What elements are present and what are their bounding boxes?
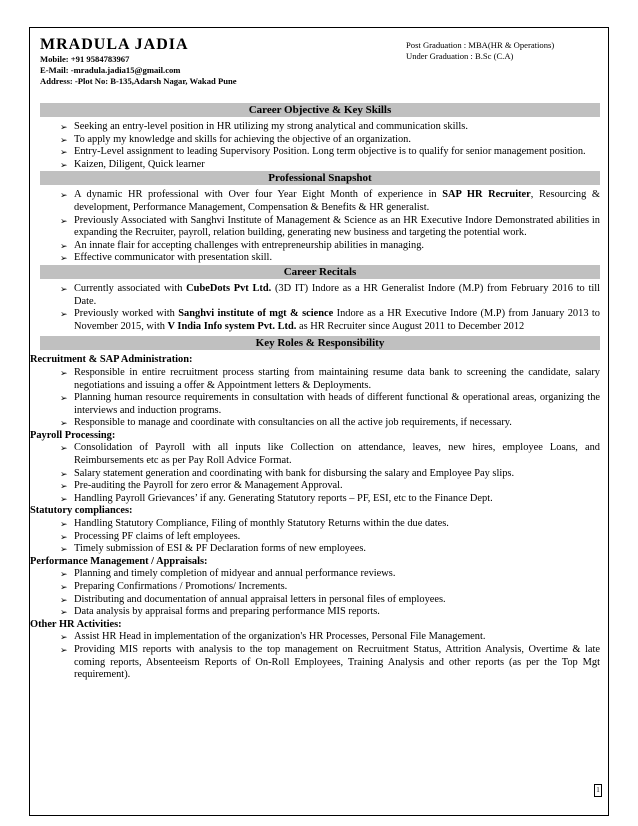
list-item: ➢ Salary statement generation and coordinating with bank for disbursing the salary and Employee Pay slips. (60, 467, 515, 479)
list-item: ➢ Data analysis by appraisal forms and preparing performance MIS reports. (60, 606, 380, 618)
section-title-roles: Key Roles & Responsibility (40, 336, 600, 350)
other-list (30, 631, 600, 681)
objective-list (40, 121, 600, 171)
list-item: ➢ Consolidation of Payroll with all inputs like Collection on attendance, leaves, new hires, employee Loans, and Reimbursements etc as per Pay Roll Advice Format. (60, 442, 600, 467)
list-item: ➢ Providing MIS reports with analysis to the top management on Recruitment Status, Attrition Analysis, Overtime & late coming reports, Absenteeism Reports of On-Roll Employees, Training Analysis and other reports (as per the Top Mgt requirement). (60, 643, 600, 681)
roles-groups (30, 354, 600, 681)
section-title-recitals: Career Recitals (40, 265, 600, 279)
list-item: ➢ Planning and timely completion of midyear and annual performance reviews. (60, 568, 396, 580)
list-item: ➢ Assist HR Head in implementation of the organization's HR Processes, Personal File Management. (60, 631, 486, 643)
contact-block (40, 54, 237, 87)
arrow-bullet-icon: ➢ (60, 481, 68, 492)
list-item: ➢ Kaizen, Diligent, Quick learner (60, 158, 205, 170)
list-item: ➢ A dynamic HR professional with Over four Year Eight Month of experience in SAP HR Recruiter, Resourcing & development, Performance Management, Compensation & Benefits & HR generalist. (60, 189, 601, 213)
arrow-bullet-icon: ➢ (60, 594, 68, 605)
under-graduation: Under Graduation : B.Sc (C.A) (406, 51, 514, 61)
address: Address: -Plot No: B-135,Adarsh Nagar, Wakad Pune (40, 76, 237, 86)
arrow-bullet-icon: ➢ (60, 253, 68, 264)
list-item: ➢ Entry-Level assignment to leading Supervisory Position. Long term objective is to qualify for senior management position. (60, 146, 586, 158)
page-number: 1 (594, 784, 602, 797)
list-item: ➢ Currently associated with CubeDots Pvt Ltd. (3D IT) Indore as a HR Generalist Indore (M.P) from February 2016 to till Date. (60, 282, 601, 307)
list-item: ➢ Distributing and documentation of annual appraisal letters in personal files of employees. (60, 593, 446, 605)
arrow-bullet-icon: ➢ (60, 393, 68, 404)
list-item: ➢ Previously worked with Sanghvi institute of mgt & science Indore as a HR Executive Indore (M.P) from January 2013 to November 2015, with V India Info system Pvt. Ltd. as HR Recruiter since August 2011 to December 2012 (60, 308, 600, 332)
arrow-bullet-icon: ➢ (60, 582, 68, 592)
arrow-bullet-icon: ➢ (60, 159, 68, 170)
group-heading-recruitment: Recruitment & SAP Administration: (30, 354, 193, 366)
arrow-bullet-icon: ➢ (60, 240, 68, 251)
mobile: Mobile: +91 9584783967 (40, 54, 130, 64)
arrow-bullet-icon: ➢ (60, 544, 68, 555)
payroll-list (30, 442, 600, 505)
arrow-bullet-icon: ➢ (60, 644, 68, 655)
arrow-bullet-icon: ➢ (60, 134, 68, 145)
list-item: ➢ Previously Associated with Sanghvi Institute of Management & Science as an HR Executive Indore Demonstrated abilities in expanding the Recruiter, payroll, relation building, generating new business and targeting the potential work. (60, 214, 600, 239)
performance-list (30, 568, 600, 618)
list-item: ➢ Planning human resource requirements in consultation with heads of different functional & operational areas, organizing the interviews and induction programs. (60, 392, 600, 416)
arrow-bullet-icon: ➢ (60, 309, 68, 320)
post-graduation: Post Graduation : MBA(HR & Operations) (406, 40, 555, 50)
arrow-bullet-icon: ➢ (60, 569, 68, 580)
list-item: ➢ Pre-auditing the Payroll for zero error & Management Approval. (60, 480, 343, 492)
recitals-list (40, 283, 600, 333)
arrow-bullet-icon: ➢ (60, 519, 68, 530)
list-item: ➢ Preparing Confirmations / Promotions/ Increments. (60, 581, 288, 592)
group-heading-performance: Performance Management / Appraisals: (30, 555, 208, 567)
list-item: ➢ Timely submission of ESI & PF Declaration forms of new employees. (60, 543, 366, 555)
list-item: ➢ An innate flair for accepting challenges with entrepreneurship abilities in managing. (60, 239, 424, 251)
resume-header (40, 36, 600, 100)
list-item: ➢ Seeking an entry-level position in HR utilizing my strong analytical and communication skills. (60, 121, 468, 132)
list-item: ➢ Responsible in entire recruitment process starting from maintaining resume data bank to screening the candidate, salary negotiations and issuing a offer & Appointment letters & Deployments. (60, 366, 600, 391)
resume-content (30, 36, 601, 682)
arrow-bullet-icon: ➢ (60, 147, 68, 158)
arrow-bullet-icon: ➢ (60, 607, 68, 618)
group-heading-payroll: Payroll Processing: (30, 429, 116, 441)
list-item: ➢ To apply my knowledge and skills for achieving the objective of an organization. (60, 133, 411, 145)
arrow-bullet-icon: ➢ (60, 190, 68, 201)
education-block (406, 40, 554, 62)
arrow-bullet-icon: ➢ (60, 122, 68, 132)
list-item: ➢ Processing PF claims of left employees. (60, 530, 241, 542)
list-item: ➢ Responsible to manage and coordinate with consultancies on all the active job requirements, if necessary. (60, 417, 512, 429)
arrow-bullet-icon: ➢ (60, 367, 68, 378)
arrow-bullet-icon: ➢ (60, 468, 68, 479)
arrow-bullet-icon: ➢ (60, 443, 68, 454)
arrow-bullet-icon: ➢ (60, 632, 68, 643)
section-title-snapshot: Professional Snapshot (40, 171, 600, 185)
arrow-bullet-icon: ➢ (60, 283, 68, 294)
arrow-bullet-icon: ➢ (60, 531, 68, 542)
list-item: ➢ Handling Statutory Compliance, Filing of monthly Statutory Returns within the due dates. (60, 518, 449, 530)
arrow-bullet-icon: ➢ (60, 215, 68, 226)
list-item: ➢ Handling Payroll Grievances’ if any. Generating Statutory reports – PF, ESI, etc to the Finance Dept. (60, 492, 493, 504)
snapshot-list (40, 189, 600, 265)
statutory-list (30, 518, 600, 556)
arrow-bullet-icon: ➢ (60, 418, 68, 429)
email: E-Mail: -mradula.jadia15@gmail.com (40, 65, 181, 75)
arrow-bullet-icon: ➢ (60, 493, 68, 504)
recruitment-list (30, 367, 600, 430)
candidate-name: MRADULA JADIA (40, 36, 189, 53)
section-title-objective: Career Objective & Key Skills (40, 103, 600, 117)
group-heading-other: Other HR Activities: (30, 618, 122, 630)
list-item: ➢ Effective communicator with presentation skill. (60, 252, 273, 264)
resume-page (29, 27, 609, 816)
group-heading-statutory: Statutory compliances: (30, 505, 133, 517)
